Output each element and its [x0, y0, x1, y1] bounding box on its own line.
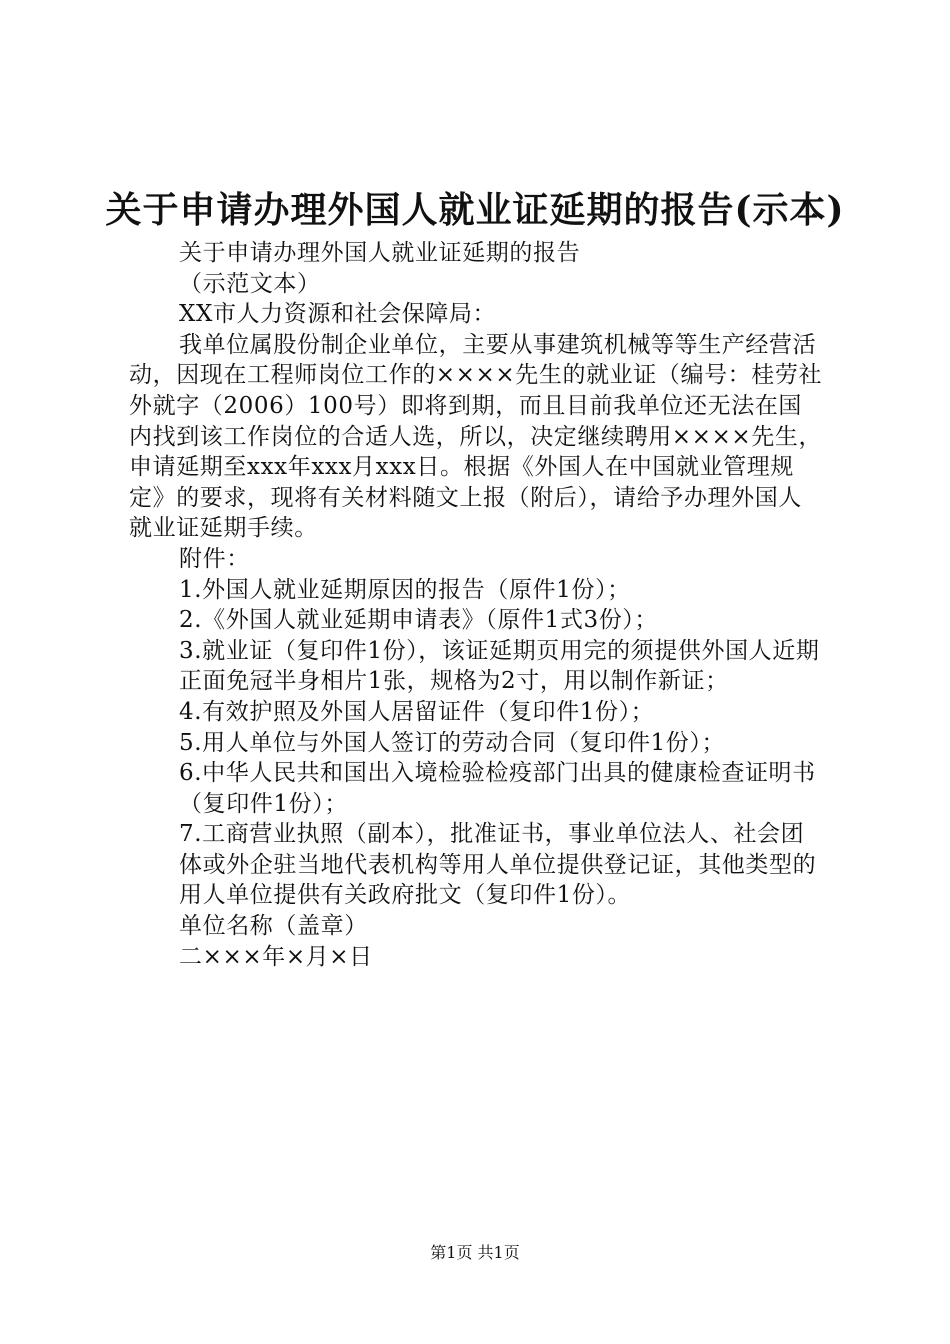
list-item: 4.有效护照及外国人居留证件（复印件1份）；	[179, 698, 655, 725]
subtitle: 关于申请办理外国人就业证延期的报告	[179, 240, 581, 266]
attachments-label: 附件：	[179, 545, 250, 572]
list-item: 2.《外国人就业延期申请表》（原件1式3份）；	[179, 607, 659, 634]
signature-unit: 单位名称（盖章）	[179, 913, 368, 940]
subtitle-note: （示范文本）	[179, 270, 321, 297]
list-item: 7.工商营业执照（副本），批准证书，事业单位法人、社会团体或外企驻当地代表机构等用人单位提供登记证，其他类型的用人单位提供有关政府批文（复印件1份）。	[179, 821, 817, 909]
list-item: 6.中华人民共和国出入境检验检疫部门出具的健康检查证明书（复印件1份）；	[179, 760, 816, 817]
list-item: 3.就业证（复印件1份），该证延期页用完的须提供外国人近期正面免冠半身相片1张，规格为2寸，用以制作新证；	[179, 637, 820, 695]
list-item: 1.外国人就业延期原因的报告（原件1份）；	[179, 576, 631, 603]
list-item: 5.用人单位与外国人签订的劳动合同（复印件1份）；	[179, 729, 726, 756]
attachments-list	[129, 575, 824, 912]
document-body	[129, 238, 824, 972]
body-paragraph: 我单位属股份制企业单位，主要从事建筑机械等等生产经营活动，因现在工程师岗位工作的××××先生的就业证（编号：桂劳社外就字（2006）100号）即将到期，而且目前我单位还无法在国内找到该工作岗位的合适人选，所以，决定继续聘用××××先生，申请延期至xxx年xxx月xxx日。根据《外国人在中国就业管理规定》的要求，现将有关材料随文上报（附后），请给予办理外国人就业证延期手续。	[129, 331, 823, 542]
recipient: XX市人力资源和社会保障局：	[179, 301, 497, 328]
signature-date: 二×××年×月×日	[179, 943, 373, 970]
page-footer: 第1页 共1页	[430, 1243, 520, 1262]
document-title: 关于申请办理外国人就业证延期的报告(示本)	[105, 189, 845, 231]
